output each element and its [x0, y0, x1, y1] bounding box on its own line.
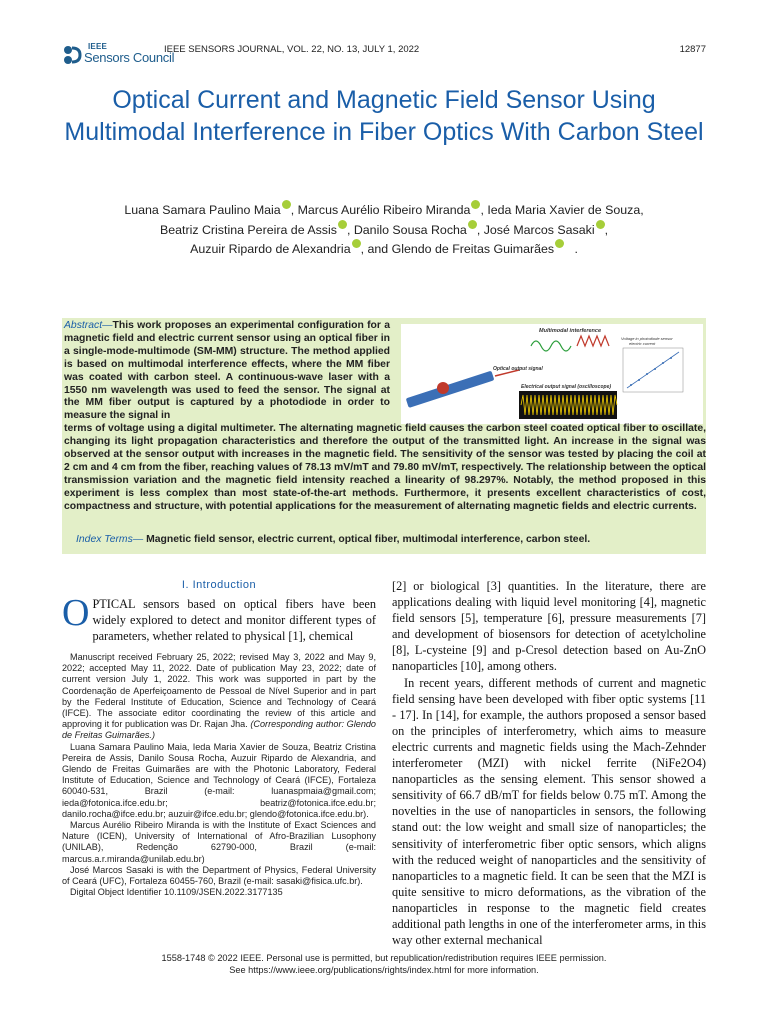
- footer-line2: See https://www.ieee.org/publications/rights/index.html for more information.: [229, 965, 539, 975]
- ieee-sensors-council-logo: [62, 40, 175, 70]
- footnote-corresponding: (Corresponding author: Glendo de Freitas Guimarães.): [62, 719, 376, 741]
- author-line: [64, 201, 704, 221]
- paper-title: Optical Current and Magnetic Field Sensor Using Multimodal Interference in Fiber Optics With Carbon Steel: [64, 86, 704, 146]
- orcid-icon[interactable]: [596, 220, 605, 229]
- running-head: IEEE SENSORS JOURNAL, VOL. 22, NO. 13, JULY 1, 2022: [164, 44, 420, 55]
- footer-line1: 1558-1748 © 2022 IEEE. Personal use is permitted, but republication/redistribution requires IEEE permission.: [161, 953, 607, 963]
- author-name: , Ieda Maria Xavier de Souza,: [480, 203, 644, 217]
- author-list: [64, 201, 704, 260]
- page-number: 12877: [679, 44, 706, 55]
- author-name: Luana Samara Paulino Maia: [124, 203, 281, 217]
- body-paragraph: In recent years, different methods of current and magnetic field sensing have been developed with fiber optic systems [11 - 17]. In [14], for example, the authors proposed a sensor based on the principles of interferometry, which aims to measure electric currents and magnetic fields using the Mach-Zehnder interferometer (MZI) with nickel ferrite (NiFe2O4) nanoparticles as the sensing element. This sensor showed a sensitivity of 66.7 dB/mT for fields below 0.75 mT. Among the novelties in the use of nanoparticles in sensors, the following stand out: the low weight and small size of nanoparticles; the sensitivity of interferometric fiber optic sensors, which aligns with the reduced weight of nanoparticles and the sensitivity of nanoparticles to a magnetic field. It can be seen that the MZI is quite sensitive to micro deformations, as the vibration of the nanoparticles in response to the magnetic field creates additional path lengths in one of the interferometer arms, in this way other external mechanical: [392, 675, 706, 948]
- footnote-manuscript-text: Manuscript received February 25, 2022; revised May 3, 2022 and May 9, 2022; accepted May 11, 2022. Date of publication May 23, 2022; date of current version July 1, 2022. This work was supported in part by the Coordenação de Aperfeiçoamento de Pessoal de Nível Superior and in part by the Federal Institute of Education, Science and Technology of Ceará (IFCE). The associate editor coordinating the review of this article and approving it for publication was Dr. Rajan Jha.: [62, 652, 376, 730]
- author-line: [64, 240, 704, 260]
- right-column: [392, 578, 706, 948]
- dropcap: O: [62, 592, 90, 634]
- orcid-icon[interactable]: [282, 200, 291, 209]
- figure-electrical-label: Electrical output signal (oscilloscope): [521, 384, 612, 390]
- author-name: , and Glendo de Freitas Guimarães: [360, 242, 555, 256]
- footnote-manuscript: [62, 652, 376, 742]
- footnote-affiliation-2: Marcus Aurélio Ribeiro Miranda is with the Institute of Exact Sciences and Nature (ICEN), University of International of Afro-Brazilian Lusophony (UNILAB), Redenção 62790-000, Brazil (e-mail: marcus.a.r.miranda@unilab.edu.br): [62, 820, 376, 864]
- body-paragraph: [2] or biological [3] quantities. In the literature, there are applications dealing with liquid level monitoring [4], magnetic field sensors [5], temperature [6], pressure measurements [7] and development of biosensors for detection of acetylcholine [8], L-cysteine [9] and p-Cresol detection based on Au-ZnO nanoparticles [10], among others.: [392, 579, 706, 674]
- figure-multimodal-label: Multimodal interference: [539, 328, 602, 334]
- abstract-narrow-block: [64, 320, 390, 423]
- abstract-label: Abstract—: [64, 320, 113, 331]
- author-name: Auzuir Ripardo de Alexandria: [190, 242, 351, 256]
- intro-paragraph: [62, 592, 376, 644]
- footnote-doi: Digital Object Identifier 10.1109/JSEN.2022.3177135: [70, 887, 283, 898]
- logo-line2: Sensors Council: [84, 50, 175, 65]
- section-heading-introduction: I. Introduction: [181, 579, 257, 591]
- index-terms-text: Magnetic field sensor, electric current, optical fiber, multimodal interference, carbon steel.: [143, 534, 591, 545]
- footnote-affiliation-3: José Marcos Sasaki is with the Department of Physics, Federal University of Ceará (UFC), Fortaleza 60455-760, Brazil (e-mail: sasaki@fisica.ufc.br).: [62, 864, 376, 887]
- author-name: , José Marcos Sasaki: [476, 222, 595, 237]
- copyright-footer: [64, 952, 704, 976]
- figure-optical-label: Optical output signal: [493, 366, 543, 372]
- abstract: [64, 320, 706, 514]
- abstract-wide-block: terms of voltage using a digital multimeter. The alternating magnetic field causes the carbon steel coated optical fiber to oscillate, changing its light propagation characteristics and therefore the output of the transmitted light. An increase in the signal was observed at the sensor output with increases in the magnetic field. The sensitivity of the sensor was tested by placing the coil at 2 cm and 4 cm from the fiber, reaching values of 78.13 mV/mT and 79.80 mV/mT, respectively. The relationship between the optical transmission variation and the magnetic field intensity reached a linearity of 98.297%. Notably, the method proposed in this experiment is less complex than most state-of-the-art methods. Furthermore, it presents excellent characteristics of cost, compactness and structure, with potential applications for the measurement of alternating magnetic fields and electric currents.: [64, 423, 706, 512]
- author-end: .: [574, 242, 578, 256]
- author-line: [64, 221, 704, 241]
- orcid-icon[interactable]: [468, 220, 477, 229]
- intro-paragraph-text: PTICAL sensors based on optical fibers have been widely explored to detect and monitor different types of parameters, whether related to physical [1], chemical: [92, 597, 376, 643]
- logo-line1: IEEE: [88, 42, 108, 51]
- ieee-sensors-logo-icon: [62, 44, 84, 66]
- orcid-icon[interactable]: [352, 239, 361, 248]
- orcid-icon[interactable]: [338, 220, 347, 229]
- author-separator: ,: [604, 222, 609, 237]
- index-terms-label: Index Terms—: [76, 534, 144, 545]
- author-name: , Marcus Aurélio Ribeiro Miranda: [290, 203, 471, 217]
- figure-voltage-label-1: Voltage in photodiode sensor: [621, 336, 673, 341]
- figure-voltage-label-2: electric current: [629, 341, 656, 346]
- index-terms: [76, 534, 704, 545]
- abstract-text-part1: This work proposes an experimental configuration for a magnetic field and electric current sensor using an optical fiber in a single-mode-multimode (SM-MM) structure. The method applied is based on multimodal interference effects, where the MM fiber was coated with carbon steel. A continuous-wave laser with a 1550 nm wavelength was used to feed the sensor. The signal at the MM fiber output is captured by a photodiode in order to measure the signal in: [64, 320, 390, 422]
- orcid-icon[interactable]: [555, 239, 564, 248]
- author-name: Beatriz Cristina Pereira de Assis: [159, 222, 337, 237]
- footnotes: [62, 652, 376, 898]
- author-name: , Danilo Sousa Rocha: [346, 222, 467, 237]
- footnote-affiliation-1: Luana Samara Paulino Maia, Ieda Maria Xavier de Souza, Beatriz Cristina Pereira de Assis, Danilo Sousa Rocha, Auzuir Ripardo de Alexandria, and Glendo de Freitas Guimarães are with the Photonic Laboratory, Federal Institute of Education, Science and Technology of Ceará (IFCE), Fortaleza 60040-531, Brazil (e-mail: luanaspmaia@gmail.com; ieda@fotonica.ifce.edu.br; beatriz@fotonica.ifce.edu.br; danilo.rocha@ifce.edu.br; auzuir@ifce.edu.br; glendo@fotonica.ifce.edu.br).: [62, 741, 376, 819]
